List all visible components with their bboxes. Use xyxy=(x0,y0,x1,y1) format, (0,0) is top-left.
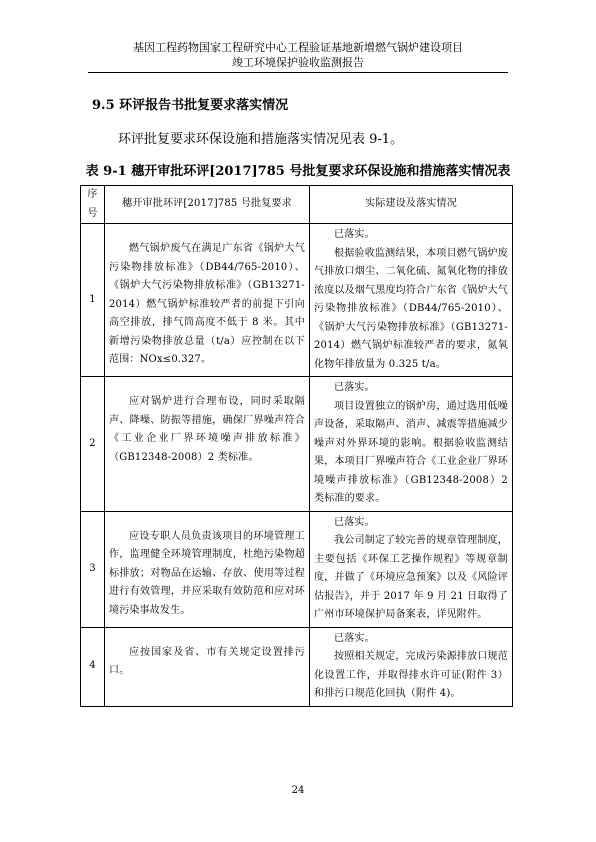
implementation-text: 按照相关规定，完成污染源排放口规范化设置工作，并取得排水许可证(附件 3）和排污口规范化回执（附件 4)。 xyxy=(314,651,508,699)
table-row xyxy=(81,224,513,377)
page-number: 24 xyxy=(291,785,305,796)
table-row xyxy=(81,511,513,627)
header-index: 序号 xyxy=(81,186,105,224)
requirement-text: 应对锅炉进行合理布设，同时采取隔声、降噪、防振等措施，确保厂界噪声符合《工业企业厂界环境噪声排放标准》（GB12348-2008）2 类标准。 xyxy=(109,396,305,463)
implementation-cell xyxy=(310,627,513,706)
row-index: 3 xyxy=(81,511,105,627)
header-implementation: 实际建设及落实情况 xyxy=(310,186,513,224)
status-text: 已落实。 xyxy=(334,382,375,393)
requirement-cell xyxy=(105,377,310,512)
implementation-text: 我公司制定了较完善的规章管理制度，主要包括《环保工艺操作规程》等规章制度，并做了《环境应急预案》以及《风险评估报告》，并于 2017 年 9 月 21 日取得了广州市环境保护局备案表，详见附件。 xyxy=(314,535,508,620)
row-index: 4 xyxy=(81,627,105,706)
table-caption: 表 9-1 穗开审批环评[2017]785 号批复要求环保设施和措施落实情况表 xyxy=(85,164,511,179)
implementation-cell xyxy=(310,377,513,512)
requirement-cell xyxy=(105,224,310,377)
table-row xyxy=(81,627,513,706)
row-index: 2 xyxy=(81,377,105,512)
table-row xyxy=(81,377,513,512)
implementation-cell xyxy=(310,224,513,377)
header-divider xyxy=(88,72,508,73)
requirement-text: 燃气锅炉废气在满足广东省《锅炉大气污染物排放标准》（DB44/765-2010）、《锅炉大气污染物排放标准》（GB13271-2014）燃气锅炉标准较严者的前提下引向高空排放，排气筒高度不低于 8 米。其中新增污染物排放总量（t/a）应控制在以下范围：NOx≤0.327。 xyxy=(109,243,305,365)
status-text: 已落实。 xyxy=(334,516,375,528)
requirement-cell xyxy=(105,627,310,706)
table-header-row xyxy=(81,186,513,224)
implementation-text: 根据验收监测结果，本项目燃气锅炉废气排放口烟尘、二氧化硫、氮氧化物的排放浓度以及烟气黑度均符合广东省《锅炉大气污染物排放标准》（DB44/765-2010）、《锅炉大气污染物排放标准》（GB13271-2014）燃气锅炉标准较严者的要求，氮氧化物年排放量为 0.325 t/a。 xyxy=(314,247,508,370)
header-requirement: 穗开审批环评[2017]785 号批复要求 xyxy=(105,186,310,224)
requirement-text: 应设专职人员负责该项目的环境管理工作，监理健全环境管理制度，杜绝污染物超标排放；对物品在运输、存放、使用等过程进行有效管理，并应采取有效防范和应对环境污染事故发生。 xyxy=(109,530,305,616)
implementation-text: 项目设置独立的锅炉房，通过选用低噪声设备，采取隔声、消声、减震等措施减少噪声对外界环境的影响。根据验收监测结果，本项目厂界噪声符合《工业企业厂界环境噪声排放标准》（GB12348-2008）2 类标准的要求。 xyxy=(314,400,508,504)
requirement-cell xyxy=(105,511,310,627)
status-text: 已落实。 xyxy=(334,229,375,240)
status-text: 已落实。 xyxy=(334,632,375,644)
requirement-text: 应按国家及省、市有关规定设置排污口。 xyxy=(109,646,305,676)
section-intro: 环评批复要求环保设施和措施落实情况见表 9-1。 xyxy=(118,132,404,147)
running-header xyxy=(0,40,596,70)
requirements-table xyxy=(80,185,513,707)
header-report-title: 竣工环境保护验收监测报告 xyxy=(232,56,364,69)
implementation-cell xyxy=(310,511,513,627)
section-heading: 9.5 环评报告书批复要求落实情况 xyxy=(92,98,289,113)
header-project-title: 基因工程药物国家工程研究中心工程验证基地新增燃气锅炉建设项目 xyxy=(133,41,463,54)
row-index: 1 xyxy=(81,224,105,377)
